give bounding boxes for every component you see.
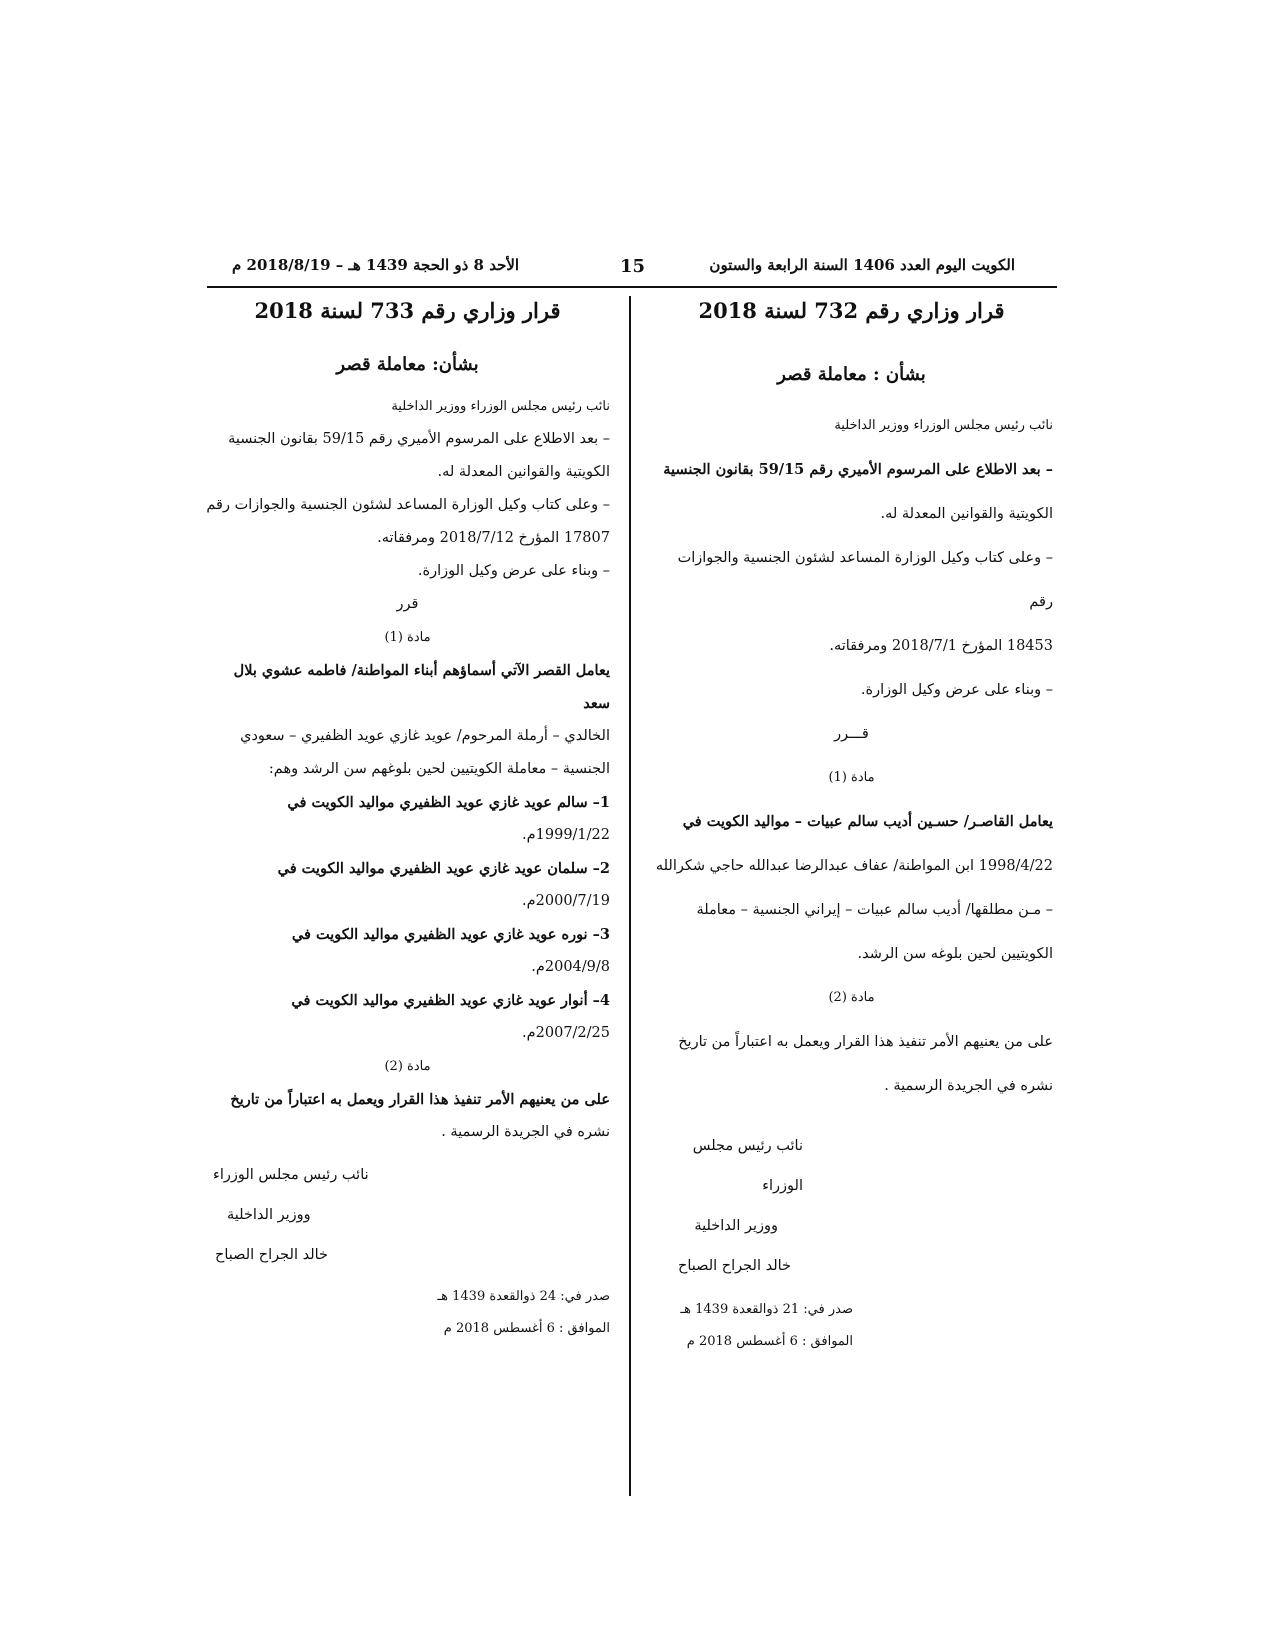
decision-733-minor-4b: 2007/2/25م. bbox=[522, 1025, 610, 1041]
decision-733-article-1-b: الخالدي – أرملة المرحوم/ عويد غازي عويد الظفيري – سعودي bbox=[240, 728, 610, 744]
decision-732-recital-1b: الكويتية والقوانين المعدلة له. bbox=[880, 506, 1053, 522]
decision-733-minor-3b: 2004/9/8م. bbox=[531, 959, 610, 975]
decision-733-article-2-b: نشره في الجريدة الرسمية . bbox=[441, 1124, 610, 1140]
decision-733-minor-3a: 3– نوره عويد غازي عويد الظفيري مواليد الكويت في bbox=[291, 926, 610, 943]
decision-733-recital-1a: – بعد الاطلاع على المرسوم الأميري رقم 59/15 بقانون الجنسية bbox=[228, 431, 610, 447]
decision-733-article-1-a: يعامل القصر الآتي أسماؤهم أبناء المواطنة/ فاطمه عشوي بلال سعد bbox=[233, 662, 610, 712]
decision-732-article-1-c: – مـن مطلقها/ أديب سالم عبيات – إيراني الجنسية – معاملة bbox=[696, 902, 1053, 918]
header-issue-info: الكويت اليوم العدد 1406 السنة الرابعة والستون bbox=[709, 256, 1015, 274]
header-date: الأحد 8 ذو الحجة 1439 هـ – 2018/8/19 م bbox=[232, 256, 520, 274]
decision-733-article-2: مادة (2) bbox=[384, 1059, 431, 1074]
decision-732-title: قرار وزاري رقم 732 لسنة 2018 bbox=[698, 298, 1005, 323]
decision-733-article-1: مادة (1) bbox=[384, 630, 431, 645]
page-number: 15 bbox=[620, 256, 646, 277]
decision-732-subject: بشأن : معاملة قصر bbox=[777, 364, 926, 385]
decision-732-signature-title: نائب رئيس مجلس الوزراء bbox=[692, 1138, 803, 1194]
decision-733-corresponding-date: الموافق : 6 أغسطس 2018 م bbox=[443, 1321, 610, 1336]
decision-733-decided: قرر bbox=[396, 596, 419, 612]
decision-733-article-2-a: على من يعنيهم الأمر تنفيذ هذا القرار ويعمل به اعتباراً من تاريخ bbox=[230, 1091, 610, 1108]
header-rule bbox=[207, 286, 1057, 288]
decision-733-minor-1b: 1999/1/22م. bbox=[522, 827, 610, 843]
decision-732-article-1-a: يعامل القاصـر/ حسـين أديب سالم عبيات – مواليد الكويت في bbox=[682, 813, 1053, 830]
decision-732-recital-1a: – بعد الاطلاع على المرسوم الأميري رقم 59/15 بقانون الجنسية bbox=[663, 461, 1053, 478]
decision-732-corresponding-date: الموافق : 6 أغسطس 2018 م bbox=[686, 1334, 853, 1349]
decision-733-issued-date: صدر في: 24 ذوالقعدة 1439 هـ bbox=[437, 1289, 610, 1304]
decision-733-recital-2a: – وعلى كتاب وكيل الوزارة المساعد لشئون الجنسية والجوازات رقم bbox=[206, 497, 610, 513]
decision-732-issuer: نائب رئيس مجلس الوزراء ووزير الداخلية bbox=[834, 418, 1053, 433]
decision-732-issued-date: صدر في: 21 ذوالقعدة 1439 هـ bbox=[680, 1302, 853, 1317]
decision-733-column bbox=[205, 296, 610, 1345]
decision-732-article-1-b: 1998/4/22 ابن المواطنة/ عفاف عبدالرضا عبدالله حاجي شكرالله bbox=[655, 858, 1053, 874]
decision-733-minor-2b: 2000/7/19م. bbox=[522, 893, 610, 909]
decision-732-article-1-d: الكويتيين لحين بلوغه سن الرشد. bbox=[857, 946, 1053, 962]
column-divider bbox=[629, 296, 631, 1496]
decision-733-minor-2a: 2– سلمان عويد غازي عويد الظفيري مواليد الكويت في bbox=[277, 860, 610, 877]
decision-733-minor-4a: 4– أنوار عويد غازي عويد الظفيري مواليد الكويت في bbox=[291, 992, 610, 1009]
decision-733-article-1-c: الجنسية – معاملة الكويتيين لحين بلوغهم سن الرشد وهم: bbox=[268, 761, 610, 777]
decision-733-recital-1b: الكويتية والقوانين المعدلة له. bbox=[437, 464, 610, 480]
decision-732-article-2-b: نشره في الجريدة الرسمية . bbox=[884, 1078, 1053, 1094]
decision-733-signature-minister: ووزير الداخلية bbox=[227, 1207, 311, 1223]
decision-733-recital-3: – وبناء على عرض وكيل الوزارة. bbox=[417, 563, 610, 579]
decision-733-title: قرار وزاري رقم 733 لسنة 2018 bbox=[254, 298, 561, 323]
decision-732-signature-name: خالد الجراح الصباح bbox=[678, 1258, 791, 1274]
decision-732-recital-3: – وبناء على عرض وكيل الوزارة. bbox=[860, 682, 1053, 698]
decision-733-subject: بشأن: معاملة قصر bbox=[336, 354, 479, 375]
decision-732-signature-minister: ووزير الداخلية bbox=[694, 1218, 778, 1234]
decision-732-recital-2b: 18453 المؤرخ 2018/7/1 ومرفقاته. bbox=[829, 638, 1053, 654]
decision-733-signature-title: نائب رئيس مجلس الوزراء bbox=[213, 1167, 369, 1183]
decision-733-minor-1a: 1– سالم عويد غازي عويد الظفيري مواليد الكويت في bbox=[287, 794, 610, 811]
decision-732-recital-2a: – وعلى كتاب وكيل الوزارة المساعد لشئون الجنسية والجوازات رقم bbox=[677, 550, 1053, 610]
decision-733-issuer: نائب رئيس مجلس الوزراء ووزير الداخلية bbox=[391, 399, 610, 414]
decision-732-article-2-a: على من يعنيهم الأمر تنفيذ هذا القرار ويعمل به اعتباراً من تاريخ bbox=[678, 1034, 1053, 1050]
decision-732-column bbox=[650, 296, 1053, 1358]
decision-732-article-2: مادة (2) bbox=[828, 990, 875, 1005]
decision-733-recital-2b: 17807 المؤرخ 2018/7/12 ومرفقاته. bbox=[377, 530, 610, 546]
decision-733-signature-name: خالد الجراح الصباح bbox=[215, 1247, 328, 1263]
decision-732-decided: قـــرر bbox=[834, 726, 869, 742]
decision-732-article-1: مادة (1) bbox=[828, 770, 875, 785]
